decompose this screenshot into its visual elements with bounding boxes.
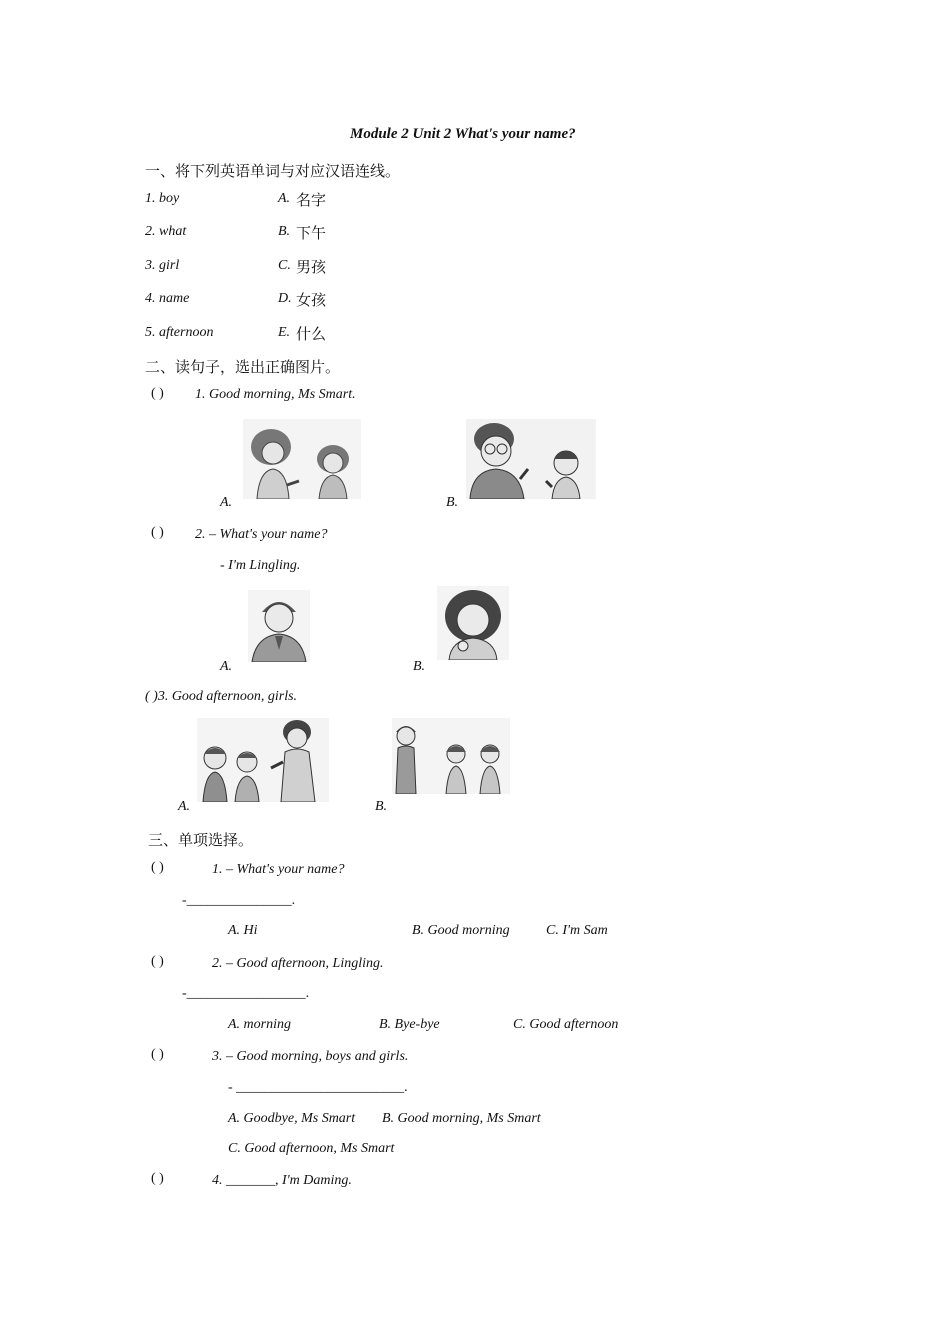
word-en-1: 1. boy — [145, 191, 180, 206]
choice-b[interactable]: B. Good morning, Ms Smart — [382, 1111, 541, 1126]
answer-bracket[interactable]: ( ) — [151, 386, 164, 401]
word-zh-1: 名字 — [296, 191, 327, 209]
choice-a[interactable]: A. Hi — [228, 923, 258, 938]
two-girls-illustration — [243, 419, 361, 499]
choice-b[interactable]: B. Bye-bye — [379, 1017, 440, 1032]
word-zh-3: 男孩 — [296, 258, 327, 276]
word-letter-3: C. — [278, 258, 291, 273]
word-en-5: 5. afternoon — [145, 325, 214, 340]
answer-bracket[interactable]: ( ) — [151, 1171, 164, 1186]
choice-c[interactable]: C. I'm Sam — [546, 923, 608, 938]
answer-blank[interactable]: -_________________. — [182, 986, 310, 1001]
choice-a[interactable]: A. Goodbye, Ms Smart — [228, 1111, 356, 1126]
section3-heading: 三、单项选择。 — [148, 831, 254, 849]
answer-blank[interactable]: - ________________________. — [228, 1080, 408, 1095]
question-text: 4. _______, I'm Daming. — [212, 1173, 352, 1188]
answer-bracket[interactable]: ( ) — [151, 954, 164, 969]
option-a-label[interactable]: A. — [178, 799, 191, 814]
word-zh-5: 什么 — [296, 325, 327, 343]
question-text: 1. – What's your name? — [212, 862, 345, 877]
question-text: 2. – What's your name? — [195, 527, 328, 542]
word-zh-2: 下午 — [296, 224, 327, 242]
man-and-two-girls-illustration — [392, 718, 510, 794]
choice-c[interactable]: C. Good afternoon, Ms Smart — [228, 1141, 395, 1156]
option-a-label[interactable]: A. — [220, 495, 233, 510]
word-letter-2: B. — [278, 224, 291, 239]
section1-heading: 一、将下列英语单词与对应汉语连线。 — [145, 162, 401, 180]
choice-a[interactable]: A. morning — [228, 1017, 291, 1032]
answer-bracket[interactable]: ( ) — [151, 860, 164, 875]
girl-illustration — [437, 586, 509, 660]
two-boys-and-woman-illustration — [197, 718, 329, 802]
question-text: 3. – Good morning, boys and girls. — [212, 1049, 409, 1064]
option-b-label[interactable]: B. — [446, 495, 459, 510]
option-b-label[interactable]: B. — [413, 659, 426, 674]
choice-c[interactable]: C. Good afternoon — [513, 1017, 619, 1032]
page-title: Module 2 Unit 2 What's your name? — [350, 126, 576, 142]
question-text: 2. – Good afternoon, Lingling. — [212, 956, 384, 971]
word-en-3: 3. girl — [145, 258, 180, 273]
word-letter-4: D. — [278, 291, 292, 306]
word-letter-1: A. — [278, 191, 291, 206]
answer-bracket[interactable]: ( ) — [151, 525, 164, 540]
man-and-girl-illustration — [466, 419, 596, 499]
option-a-label[interactable]: A. — [220, 659, 233, 674]
answer-bracket[interactable]: ( ) — [151, 1047, 164, 1062]
question-text: 1. Good morning, Ms Smart. — [195, 387, 356, 402]
question-text: ( )3. Good afternoon, girls. — [145, 689, 298, 704]
word-zh-4: 女孩 — [296, 291, 327, 309]
option-b-label[interactable]: B. — [375, 799, 388, 814]
choice-b[interactable]: B. Good morning — [412, 923, 510, 938]
word-letter-5: E. — [278, 325, 291, 340]
answer-text: - I'm Lingling. — [220, 558, 301, 573]
word-en-2: 2. what — [145, 224, 187, 239]
word-en-4: 4. name — [145, 291, 190, 306]
answer-blank[interactable]: -_______________. — [182, 893, 296, 908]
boy-illustration — [248, 590, 310, 662]
section2-heading: 二、读句子，选出正确图片。 — [145, 358, 341, 376]
